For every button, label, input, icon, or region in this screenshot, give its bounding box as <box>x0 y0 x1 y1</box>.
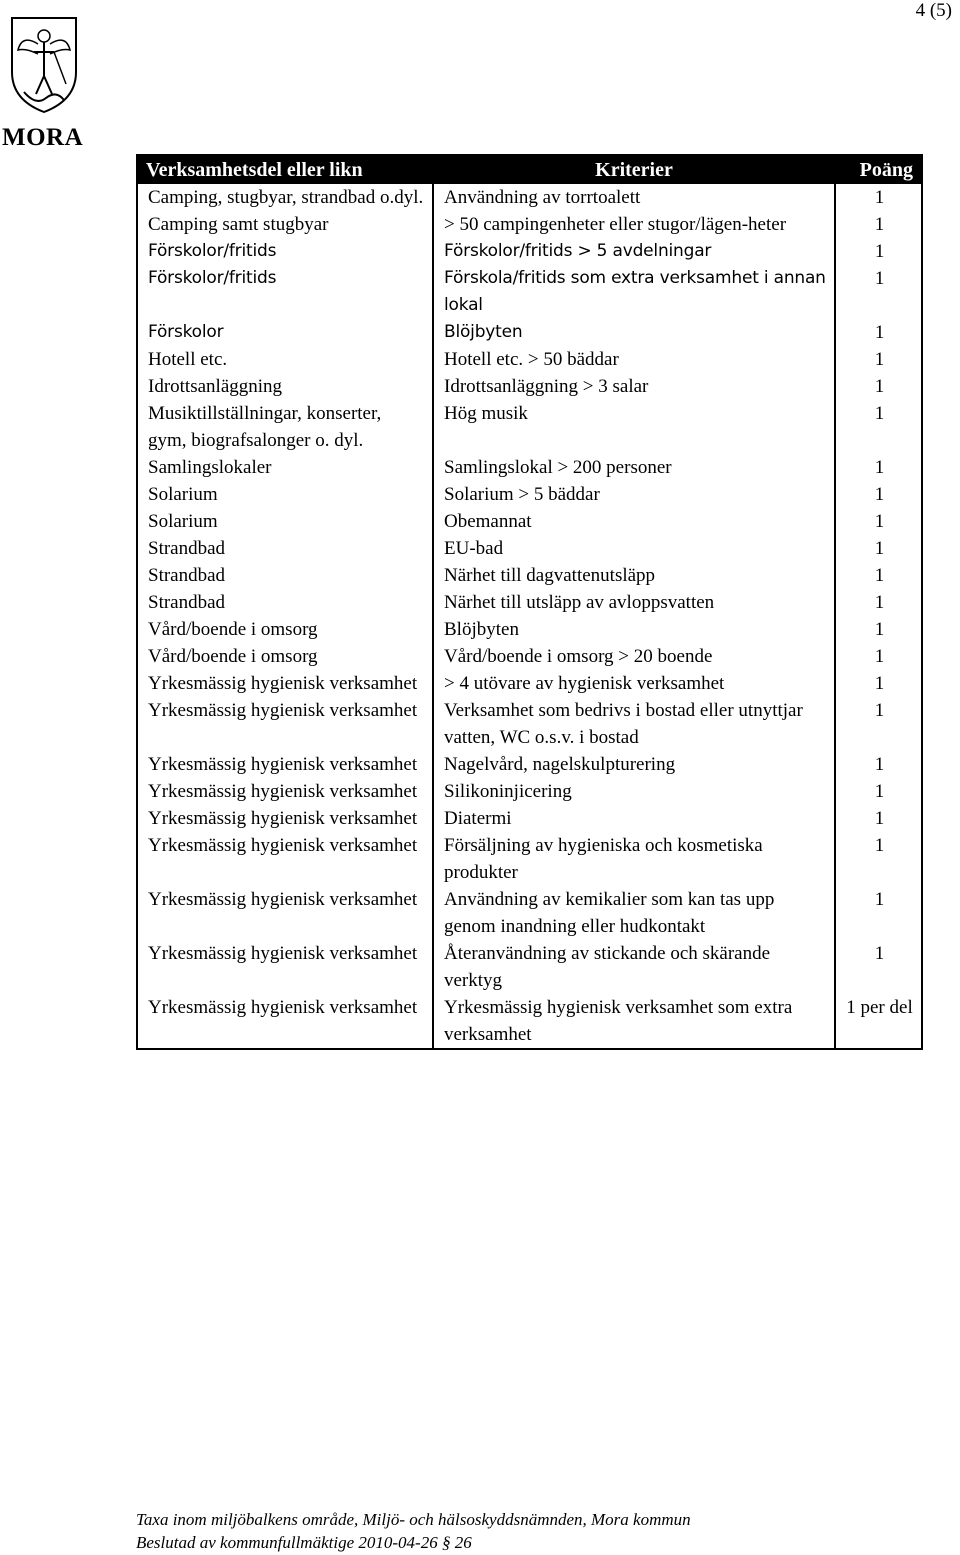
points-cell: 1 <box>874 268 885 289</box>
table-row <box>137 886 922 940</box>
table-row <box>137 940 922 994</box>
activity-cell: Strandbad <box>137 535 433 562</box>
criterion-cell: EU-bad <box>433 535 835 562</box>
municipality-name: MORA <box>2 124 84 151</box>
activity-cell: Yrkesmässig hygienisk verksamhet <box>137 940 433 994</box>
points-cell: 1 <box>874 700 885 721</box>
table-row <box>137 481 922 508</box>
points-cell: 1 <box>874 322 885 343</box>
activity-cell: Solarium <box>137 481 433 508</box>
points-cell: 1 <box>874 484 885 505</box>
footer <box>136 1508 691 1554</box>
criterion-cell: Hotell etc. > 50 bäddar <box>433 346 835 373</box>
table-row <box>137 994 922 1049</box>
points-cell: 1 <box>874 835 885 856</box>
points-cell: 1 <box>874 889 885 910</box>
activity-cell: Yrkesmässig hygienisk verksamhet <box>137 832 433 886</box>
table-row <box>137 373 922 400</box>
points-cell: 1 <box>874 943 885 964</box>
criterion-cell: Förskola/fritids som extra verksamhet i annan lokal <box>433 265 835 319</box>
points-cell: 1 <box>874 376 885 397</box>
points-cell: 1 <box>874 673 885 694</box>
criteria-table <box>136 154 923 1050</box>
points-cell: 1 <box>874 187 885 208</box>
points-cell: 1 <box>874 511 885 532</box>
points-cell: 1 <box>874 565 885 586</box>
points-cell: 1 <box>874 808 885 829</box>
criterion-cell: > 4 utövare av hygienisk verksamhet <box>433 670 835 697</box>
activity-cell: Yrkesmässig hygienisk verksamhet <box>137 670 433 697</box>
activity-cell: Strandbad <box>137 562 433 589</box>
points-cell: 1 <box>874 214 885 235</box>
criterion-cell: Återanvändning av stickande och skärande verktyg <box>433 940 835 994</box>
criterion-cell: Närhet till utsläpp av avloppsvatten <box>433 589 835 616</box>
table-row <box>137 805 922 832</box>
coat-of-arms-icon <box>6 14 82 114</box>
points-cell: 1 <box>874 538 885 559</box>
activity-cell: Idrottsanläggning <box>137 373 433 400</box>
table-row <box>137 589 922 616</box>
points-cell: 1 <box>874 781 885 802</box>
criterion-cell: > 50 campingenheter eller stugor/lägen-heter <box>433 211 835 238</box>
footer-line-2: Beslutad av kommunfullmäktige 2010-04-26 § 26 <box>136 1533 472 1552</box>
table-row <box>137 319 922 346</box>
activity-cell: Strandbad <box>137 589 433 616</box>
table-row <box>137 211 922 238</box>
table-row <box>137 238 922 265</box>
criterion-cell: Närhet till dagvattenutsläpp <box>433 562 835 589</box>
criterion-cell: Verksamhet som bedrivs i bostad eller utnyttjar vatten, WC o.s.v. i bostad <box>433 697 835 751</box>
criterion-cell: Vård/boende i omsorg > 20 boende <box>433 643 835 670</box>
table-row <box>137 535 922 562</box>
table-row <box>137 184 922 211</box>
activity-cell: Vård/boende i omsorg <box>137 616 433 643</box>
activity-cell: Yrkesmässig hygienisk verksamhet <box>137 805 433 832</box>
points-cell: 1 <box>874 592 885 613</box>
activity-cell: Yrkesmässig hygienisk verksamhet <box>137 778 433 805</box>
table-row <box>137 643 922 670</box>
activity-cell: Förskolor <box>137 319 433 346</box>
table-row <box>137 616 922 643</box>
activity-cell: Musiktillställningar, konserter, gym, biografsalonger o. dyl. <box>137 400 433 454</box>
activity-cell: Yrkesmässig hygienisk verksamhet <box>137 697 433 751</box>
column-header-points: Poäng <box>835 155 922 184</box>
criterion-cell: Nagelvård, nagelskulpturering <box>433 751 835 778</box>
criterion-cell: Samlingslokal > 200 personer <box>433 454 835 481</box>
activity-cell: Camping, stugbyar, strandbad o.dyl. <box>137 184 433 211</box>
activity-cell: Vård/boende i omsorg <box>137 643 433 670</box>
activity-cell: Förskolor/fritids <box>137 265 433 319</box>
criterion-cell: Användning av kemikalier som kan tas upp genom inandning eller hudkontakt <box>433 886 835 940</box>
criterion-cell: Yrkesmässig hygienisk verksamhet som extra verksamhet <box>433 994 835 1049</box>
table-header-row <box>137 155 922 184</box>
activity-cell: Hotell etc. <box>137 346 433 373</box>
activity-cell: Camping samt stugbyar <box>137 211 433 238</box>
criterion-cell: Förskolor/fritids > 5 avdelningar <box>433 238 835 265</box>
points-cell: 1 <box>874 646 885 667</box>
activity-cell: Samlingslokaler <box>137 454 433 481</box>
table-row <box>137 778 922 805</box>
criterion-cell: Försäljning av hygieniska och kosmetiska produkter <box>433 832 835 886</box>
points-cell: 1 <box>874 349 885 370</box>
points-cell: 1 <box>874 403 885 424</box>
activity-cell: Yrkesmässig hygienisk verksamhet <box>137 886 433 940</box>
criterion-cell: Blöjbyten <box>433 616 835 643</box>
footer-line-1: Taxa inom miljöbalkens område, Miljö- och hälsoskyddsnämnden, Mora kommun <box>136 1510 691 1529</box>
table-row <box>137 751 922 778</box>
criterion-cell: Blöjbyten <box>433 319 835 346</box>
criterion-cell: Hög musik <box>433 400 835 454</box>
points-cell: 1 <box>874 754 885 775</box>
points-cell: 1 <box>874 457 885 478</box>
table-row <box>137 346 922 373</box>
criterion-cell: Silikoninjicering <box>433 778 835 805</box>
table-row <box>137 454 922 481</box>
column-header-activity: Verksamhetsdel eller likn <box>137 155 433 184</box>
table-row <box>137 562 922 589</box>
table-row <box>137 832 922 886</box>
table-row <box>137 697 922 751</box>
activity-cell: Yrkesmässig hygienisk verksamhet <box>137 994 433 1049</box>
criterion-cell: Idrottsanläggning > 3 salar <box>433 373 835 400</box>
table-row <box>137 670 922 697</box>
points-cell: 1 <box>874 241 885 262</box>
criterion-cell: Obemannat <box>433 508 835 535</box>
activity-cell: Förskolor/fritids <box>137 238 433 265</box>
criterion-cell: Solarium > 5 bäddar <box>433 481 835 508</box>
points-cell: 1 <box>874 619 885 640</box>
points-cell: 1 per del <box>846 997 913 1018</box>
activity-cell: Solarium <box>137 508 433 535</box>
criterion-cell: Användning av torrtoalett <box>433 184 835 211</box>
activity-cell: Yrkesmässig hygienisk verksamhet <box>137 751 433 778</box>
table-row <box>137 400 922 454</box>
page-number: 4 (5) <box>915 0 952 21</box>
column-header-criteria: Kriterier <box>433 155 835 184</box>
criterion-cell: Diatermi <box>433 805 835 832</box>
table-row <box>137 265 922 319</box>
table-row <box>137 508 922 535</box>
